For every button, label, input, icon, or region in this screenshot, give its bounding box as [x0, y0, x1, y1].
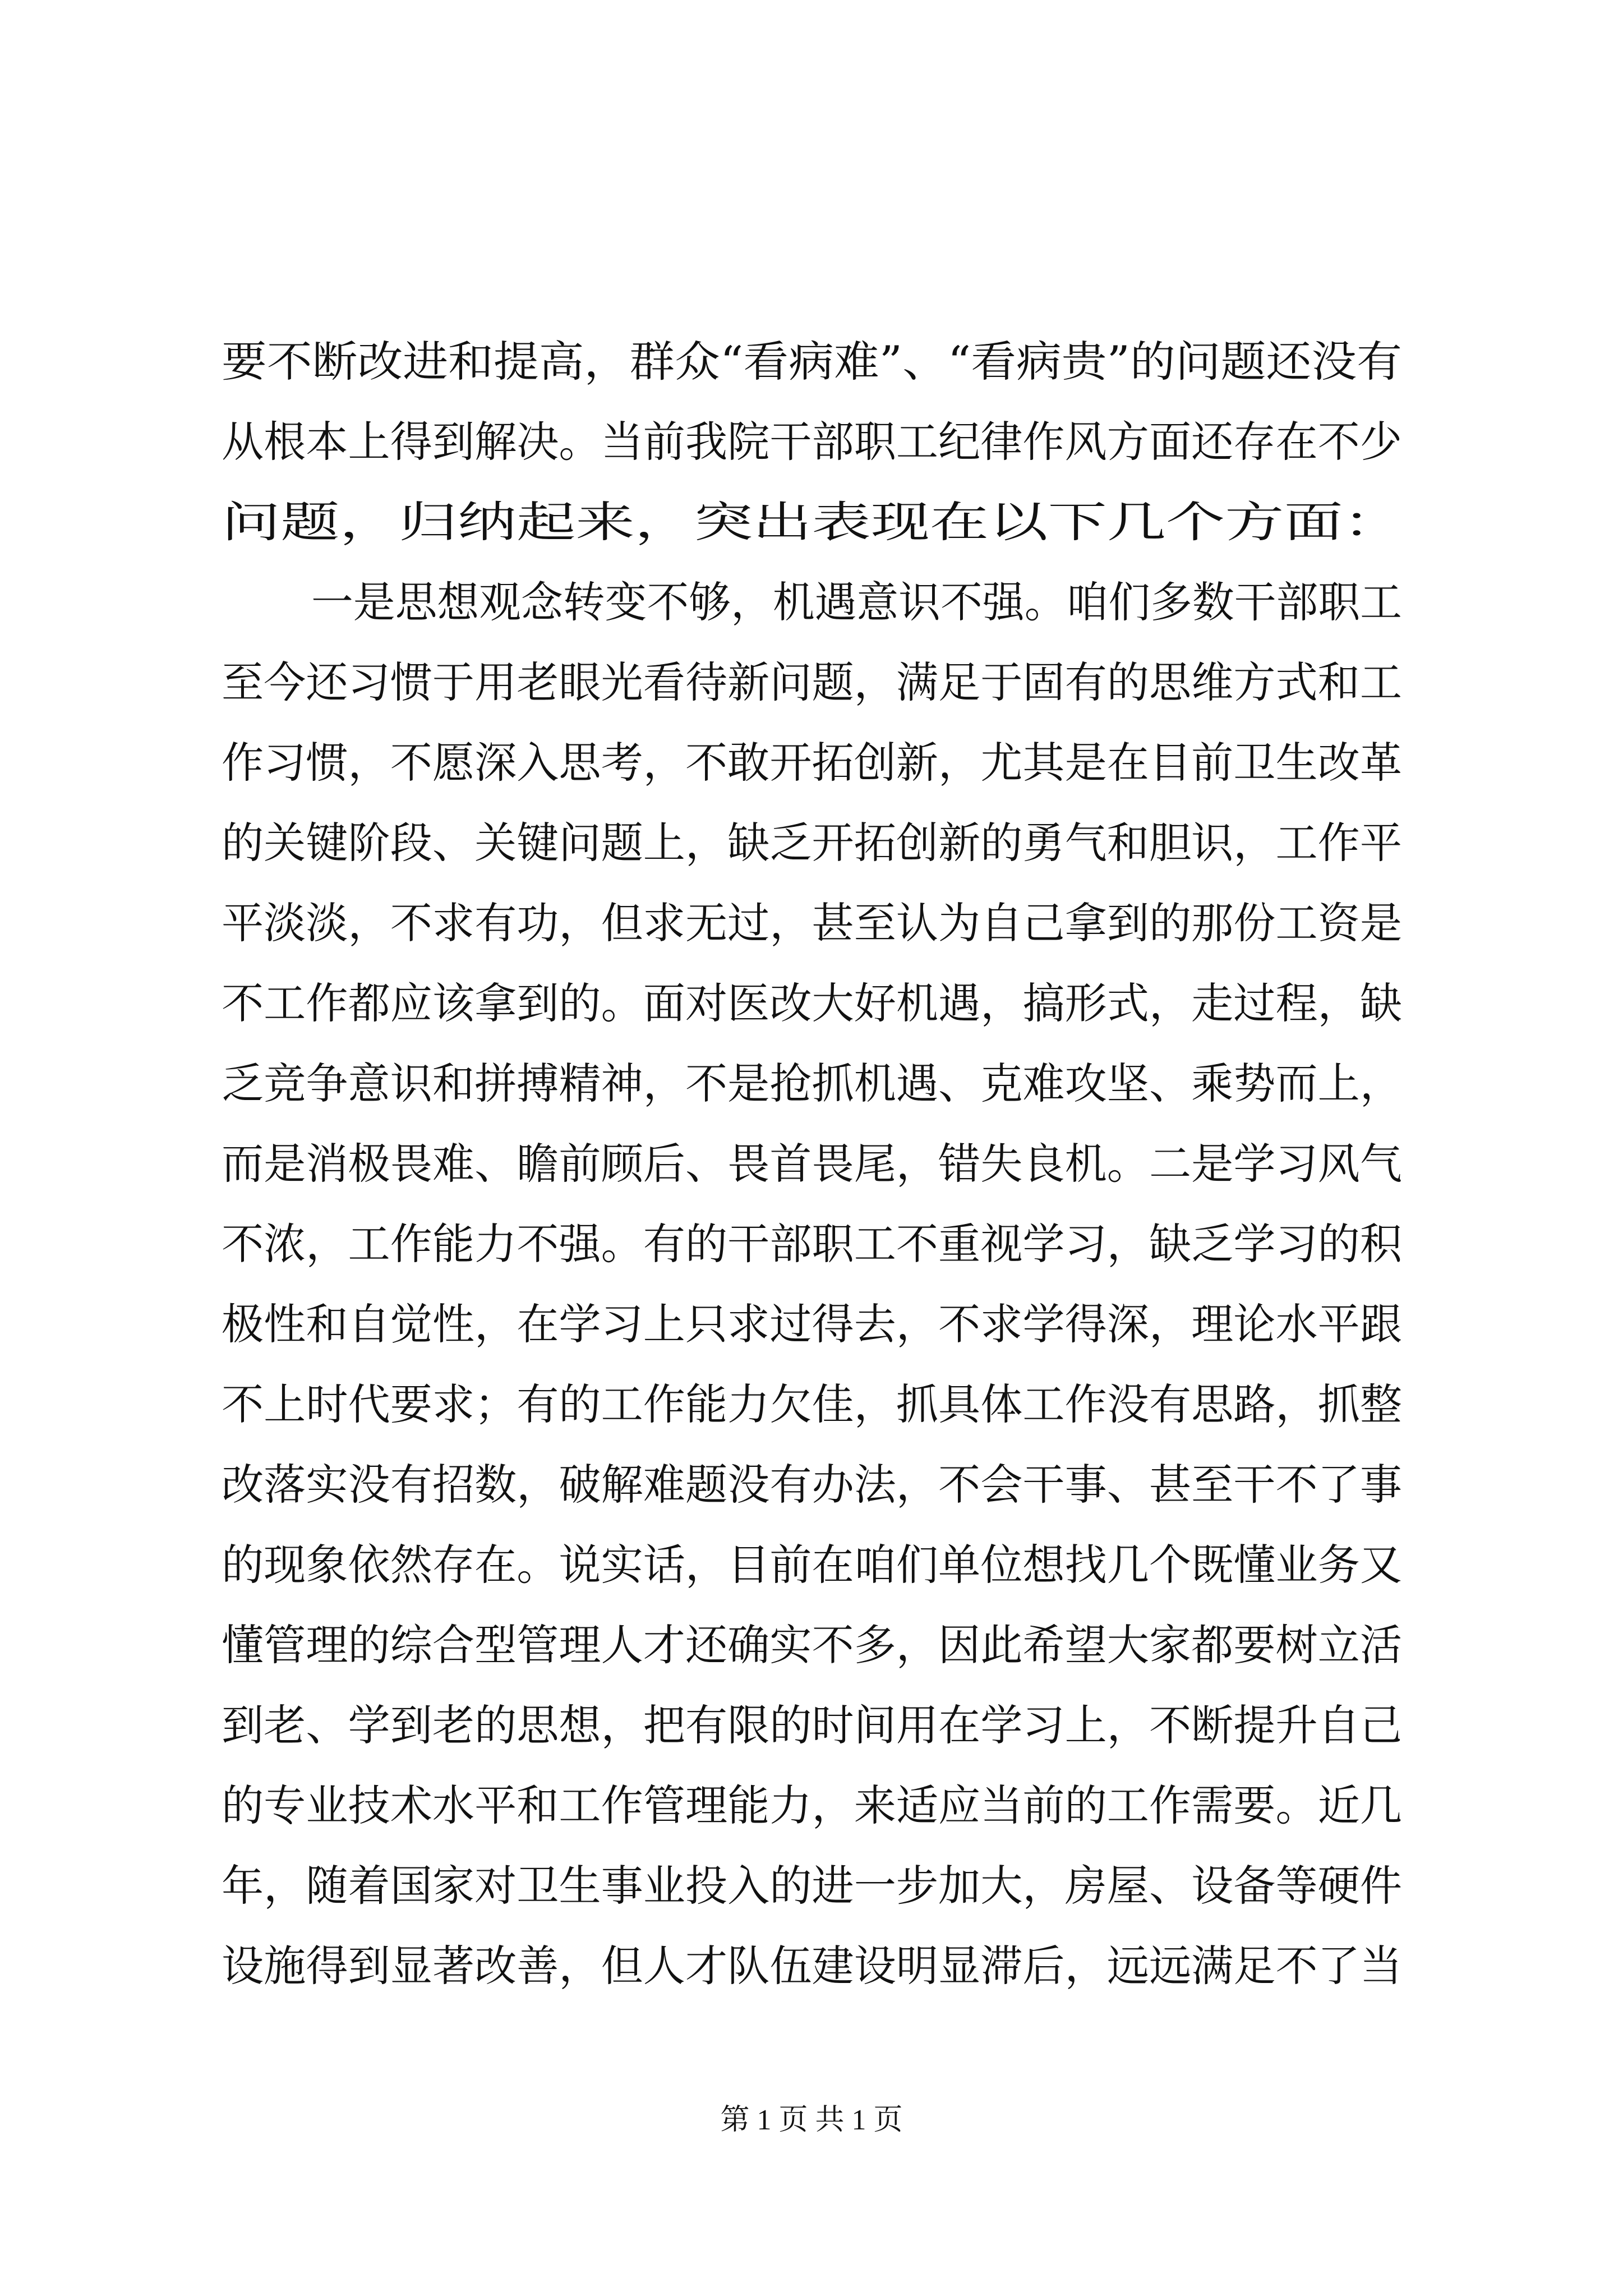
text-line: 至今还习惯于用老眼光看待新问题，满足于固有的思维方式和工	[222, 657, 1403, 707]
text-line: 问题，归纳起来，突出表现在以下几个方面：	[222, 497, 1403, 547]
text-line: 要不断改进和提高，群众“看病难”、“看病贵”的问题还没有	[222, 337, 1402, 386]
text-line: 的专业技术水平和工作管理能力，来适应当前的工作需要。近几	[222, 1780, 1403, 1830]
text-line: 乏竞争意识和拼搏精神，不是抢抓机遇、克难攻坚、乘势而上，	[222, 1059, 1403, 1108]
text-line: 改落实没有招数，破解难题没有办法，不会干事、甚至干不了事	[222, 1460, 1403, 1510]
text-line: 的关键阶段、关键问题上，缺乏开拓创新的勇气和胆识，工作平	[222, 818, 1403, 868]
text-line: 年，随着国家对卫生事业投入的进一步加大，房屋、设备等硬件	[222, 1861, 1403, 1911]
text-line: 懂管理的综合型管理人才还确实不多，因此希望大家都要树立活	[222, 1620, 1403, 1670]
text-line: 作习惯，不愿深入思考，不敢开拓创新，尤其是在目前卫生改革	[222, 738, 1403, 788]
text-line: 不浓，工作能力不强。有的干部职工不重视学习，缺乏学习的积	[222, 1219, 1403, 1269]
text-line: 的现象依然存在。说实话，目前在咱们单位想找几个既懂业务又	[222, 1540, 1403, 1590]
text-line: 而是消极畏难、瞻前顾后、畏首畏尾，错失良机。二是学习风气	[222, 1139, 1403, 1189]
text-line: 不上时代要求；有的工作能力欠佳，抓具体工作没有思路，抓整	[222, 1379, 1403, 1429]
text-line: 极性和自觉性，在学习上只求过得去，不求学得深，理论水平跟	[222, 1299, 1403, 1349]
text-line: 平淡淡，不求有功，但求无过，甚至认为自己拿到的那份工资是	[222, 898, 1403, 948]
text-line: 不工作都应该拿到的。面对医改大好机遇，搞形式，走过程，缺	[222, 978, 1403, 1028]
text-line: 从根本上得到解决。当前我院干部职工纪律作风方面还存在不少	[222, 417, 1403, 467]
text-line: 设施得到显著改善，但人才队伍建设明显滞后，远远满足不了当	[222, 1941, 1403, 1991]
text-line: 到老、学到老的思想，把有限的时间用在学习上，不断提升自己	[222, 1700, 1403, 1750]
page-footer: 第 1 页 共 1 页	[720, 2104, 903, 2136]
text-line: 一是思想观念转变不够，机遇意识不强。咱们多数干部职工	[311, 577, 1402, 627]
